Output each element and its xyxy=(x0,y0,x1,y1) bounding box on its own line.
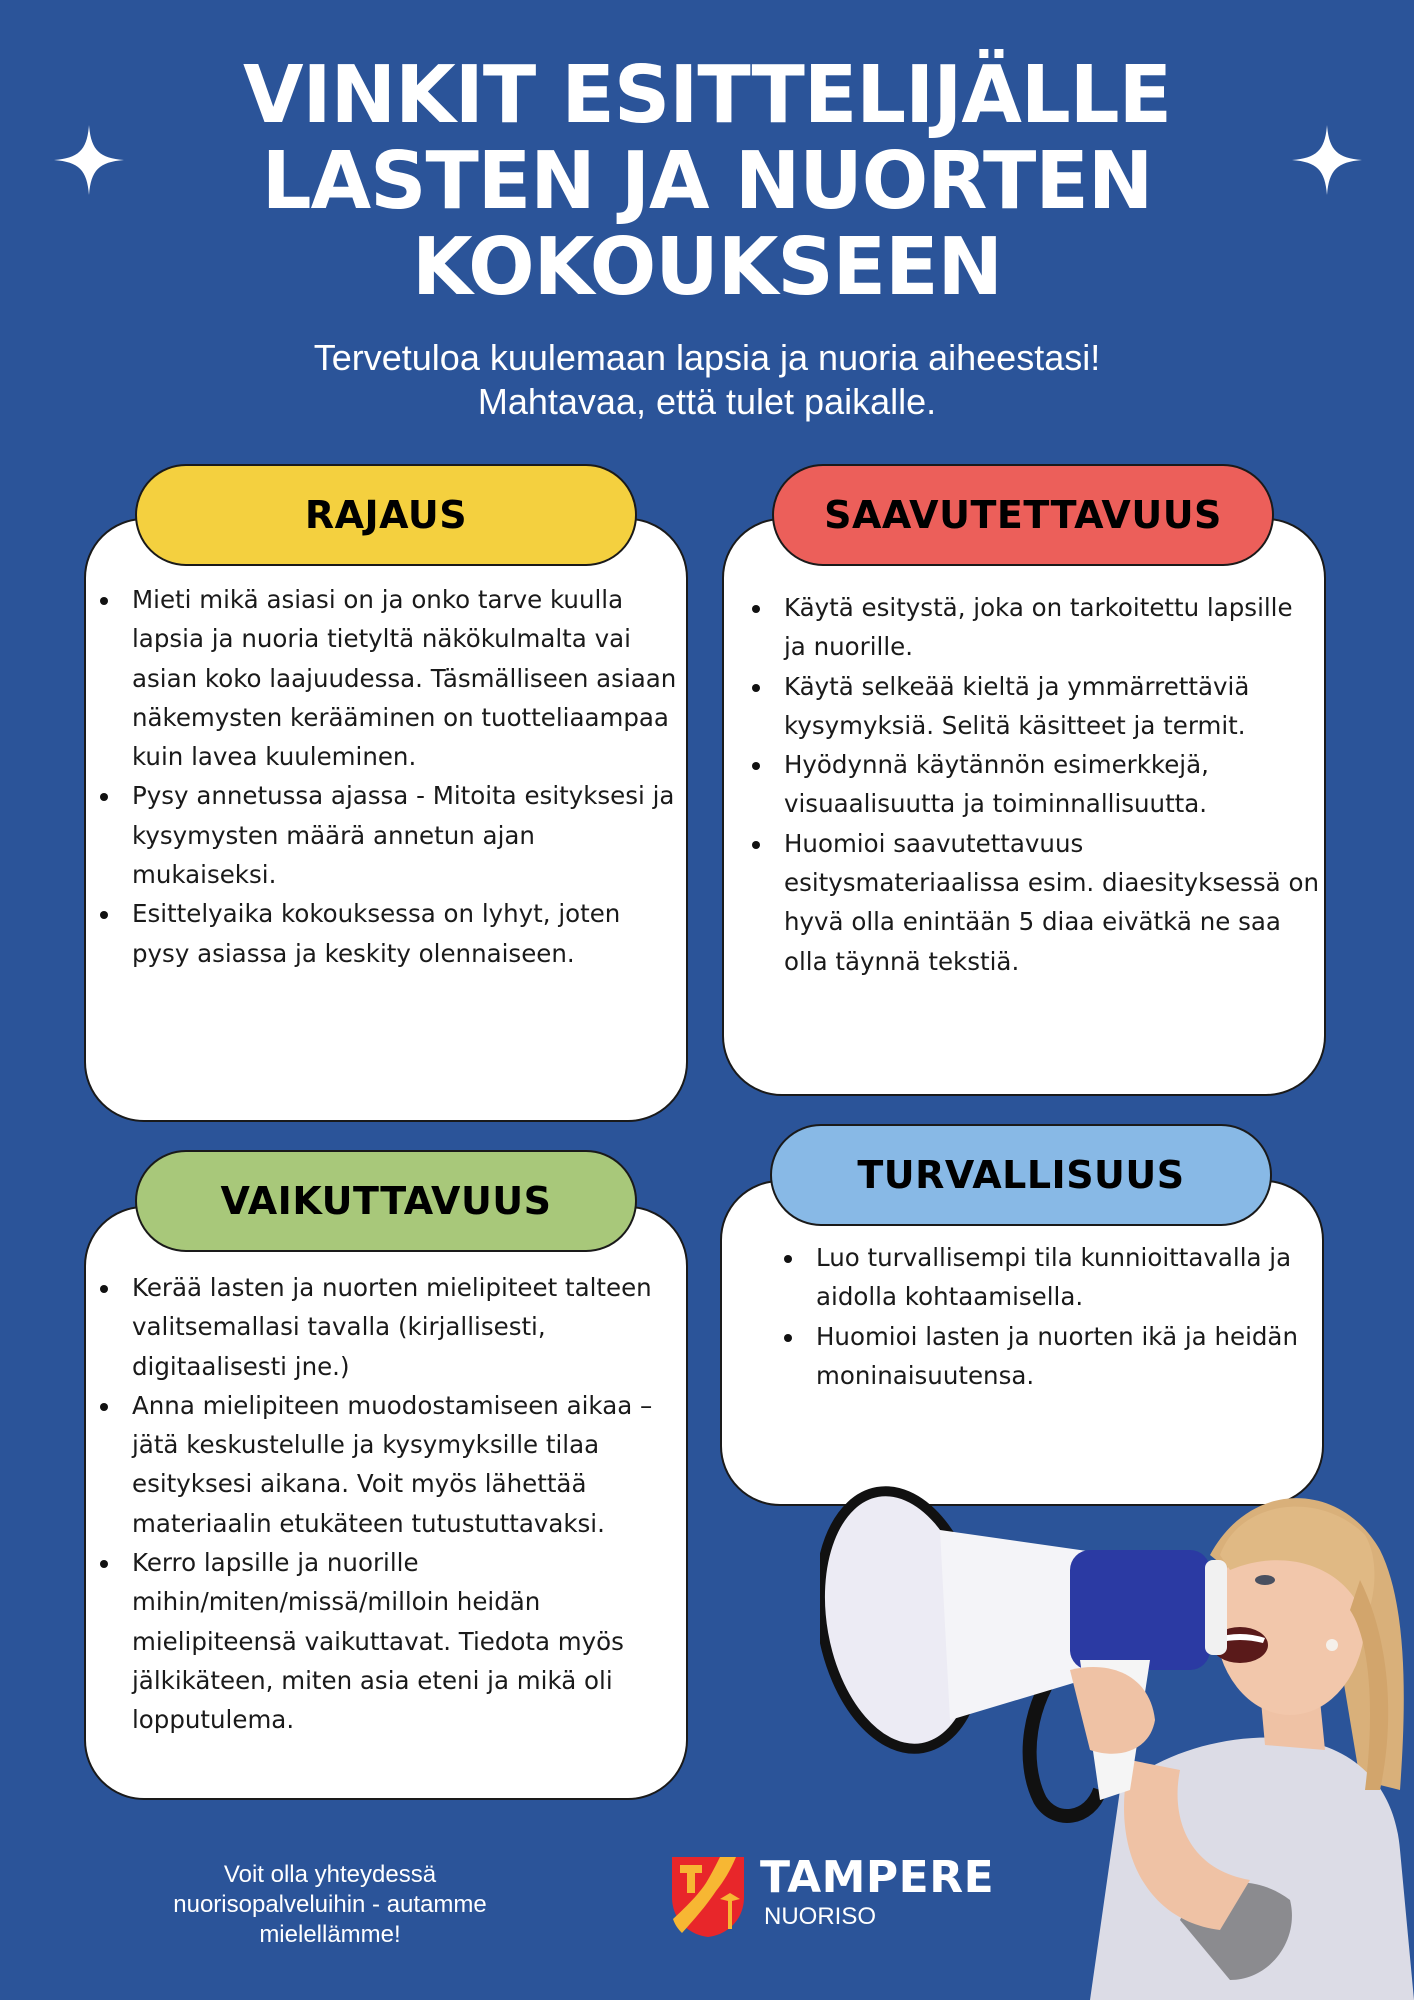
list-item: Pysy annetussa ajassa - Mitoita esityksesi ja kysymysten määrä annetun ajan mukaiseksi. xyxy=(98,776,678,894)
saavutettavuus-card xyxy=(722,518,1326,1096)
list-item: Huomioi lasten ja nuorten ikä ja heidän moninaisuutensa. xyxy=(782,1317,1302,1396)
title-line: KOKOUKSEEN xyxy=(411,221,1003,313)
sparkle-icon xyxy=(1292,125,1362,195)
contact-line: nuorisopalveluihin - autamme xyxy=(173,1891,487,1918)
logo-sub: NUORISO xyxy=(764,1903,877,1930)
turvallisuus-heading: TURVALLISUUS xyxy=(770,1124,1272,1226)
contact-line: mielellämme! xyxy=(259,1921,401,1948)
vaikuttavuus-heading: VAIKUTTAVUUS xyxy=(135,1150,637,1252)
turvallisuus-list xyxy=(782,1238,1302,1395)
list-item: Huomioi saavutettavuus esitysmateriaalissa esim. diaesityksessä on hyvä olla enintään 5 diaa eivätkä ne saa olla täynnä tekstiä. xyxy=(750,824,1320,981)
list-item: Esittelyaika kokouksessa on lyhyt, joten pysy asiassa ja keskity olennaiseen. xyxy=(98,894,678,973)
saavutettavuus-heading: SAAVUTETTAVUUS xyxy=(772,464,1274,566)
list-item: Mieti mikä asiasi on ja onko tarve kuulla lapsia ja nuoria tietyltä näkökulmalta vai asian koko laajuudessa. Täsmälliseen asiaan näkemysten kerääminen on tuotteliaampaa kuin lavea kuuleminen. xyxy=(98,580,678,776)
vaikuttavuus-card xyxy=(84,1206,688,1800)
tampere-shield-icon xyxy=(670,1855,746,1939)
list-item: Käytä esitystä, joka on tarkoitettu lapsille ja nuorille. xyxy=(750,588,1320,667)
rajaus-card xyxy=(84,518,688,1122)
sparkle-icon xyxy=(54,125,124,195)
saavutettavuus-list xyxy=(750,588,1320,981)
list-item: Luo turvallisempi tila kunnioittavalla ja aidolla kohtaamisella. xyxy=(782,1238,1302,1317)
list-item: Käytä selkeää kieltä ja ymmärrettäviä kysymyksiä. Selitä käsitteet ja termit. xyxy=(750,667,1320,746)
list-item: Anna mielipiteen muodostamiseen aikaa – jätä keskustelulle ja kysymyksille tilaa esityksesi aikana. Voit myös lähettää materiaalin etukäteen tutustuttavaksi. xyxy=(98,1386,678,1543)
turvallisuus-card xyxy=(720,1180,1324,1506)
page-title xyxy=(7,49,1407,313)
rajaus-list xyxy=(98,580,678,973)
list-item: Kerro lapsille ja nuorille mihin/miten/missä/milloin heidän mielipiteensä vaikuttavat. Tiedota myös jälkikäteen, miten asia eteni ja mikä oli lopputulema. xyxy=(98,1543,678,1739)
title-line: VINKIT ESITTELIJÄLLE xyxy=(242,49,1172,141)
contact-text xyxy=(110,1860,550,1950)
title-line: LASTEN JA NUORTEN xyxy=(261,135,1153,227)
subtitle-line: Mahtavaa, että tulet paikalle. xyxy=(477,381,937,422)
logo-name: TAMPERE xyxy=(760,1852,995,1903)
list-item: Kerää lasten ja nuorten mielipiteet talteen valitsemallasi tavalla (kirjallisesti, digitaalisesti jne.) xyxy=(98,1268,678,1386)
contact-line: Voit olla yhteydessä xyxy=(223,1861,437,1888)
subtitle xyxy=(0,336,1414,424)
vaikuttavuus-list xyxy=(98,1268,678,1740)
subtitle-line: Tervetuloa kuulemaan lapsia ja nuoria aiheestasi! xyxy=(313,337,1101,378)
rajaus-heading: RAJAUS xyxy=(135,464,637,566)
list-item: Hyödynnä käytännön esimerkkejä, visuaalisuutta ja toiminnallisuutta. xyxy=(750,745,1320,824)
tampere-logo xyxy=(670,1852,995,1939)
